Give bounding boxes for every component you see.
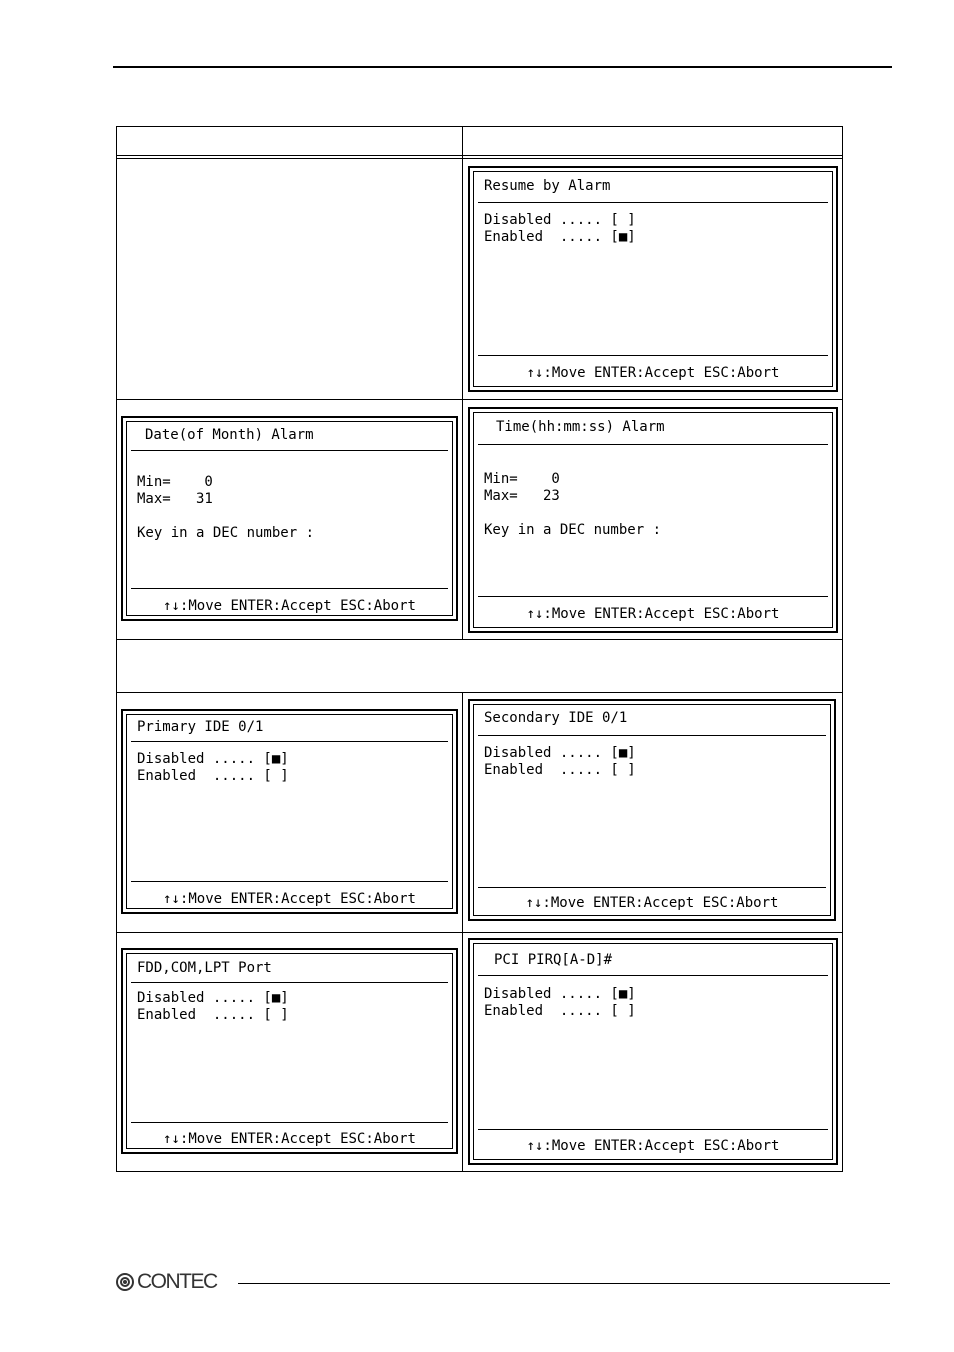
contec-logo-icon <box>116 1273 134 1291</box>
footer-rule <box>238 1283 890 1284</box>
time-alarm-footer: ↑↓:Move ENTER:Accept ESC:Abort <box>526 606 780 622</box>
primary-ide-footer: ↑↓:Move ENTER:Accept ESC:Abort <box>163 891 416 907</box>
date-alarm-panel <box>121 416 458 621</box>
fdd-port-panel <box>121 948 458 1154</box>
header-rule <box>113 66 892 68</box>
time-alarm-panel <box>468 407 838 633</box>
contec-logo <box>116 1271 217 1293</box>
resume-alarm-panel <box>468 166 838 392</box>
fdd-port-options[interactable]: Disabled ..... [■] Enabled ..... [ ] <box>137 990 289 1023</box>
resume-alarm-options[interactable]: Disabled ..... [ ] Enabled ..... [■] <box>484 212 636 245</box>
date-alarm-body[interactable]: Min= 0 Max= 31 Key in a DEC number : <box>137 474 315 541</box>
pci-pirq-footer: ↑↓:Move ENTER:Accept ESC:Abort <box>526 1138 780 1154</box>
time-alarm-body[interactable]: Min= 0 Max= 23 Key in a DEC number : <box>484 471 662 538</box>
pci-pirq-title: PCI PIRQ[A-D]# <box>494 952 613 968</box>
date-alarm-title: Date(of Month) Alarm <box>145 427 314 443</box>
primary-ide-panel <box>121 709 458 914</box>
fdd-port-footer: ↑↓:Move ENTER:Accept ESC:Abort <box>163 1131 416 1147</box>
secondary-ide-title: Secondary IDE 0/1 <box>484 710 628 726</box>
secondary-ide-footer: ↑↓:Move ENTER:Accept ESC:Abort <box>525 895 779 911</box>
date-alarm-footer: ↑↓:Move ENTER:Accept ESC:Abort <box>163 598 416 614</box>
resume-alarm-footer: ↑↓:Move ENTER:Accept ESC:Abort <box>526 365 780 381</box>
fdd-port-title: FDD,COM,LPT Port <box>137 960 272 976</box>
primary-ide-title: Primary IDE 0/1 <box>137 719 264 735</box>
contec-logo-text: CONTEC <box>137 1270 217 1293</box>
pci-pirq-panel <box>468 938 838 1165</box>
primary-ide-options[interactable]: Disabled ..... [■] Enabled ..... [ ] <box>137 751 289 784</box>
secondary-ide-options[interactable]: Disabled ..... [■] Enabled ..... [ ] <box>484 745 636 778</box>
time-alarm-title: Time(hh:mm:ss) Alarm <box>496 419 665 435</box>
secondary-ide-panel <box>468 699 836 921</box>
pci-pirq-options[interactable]: Disabled ..... [■] Enabled ..... [ ] <box>484 986 636 1019</box>
resume-alarm-title: Resume by Alarm <box>484 178 611 194</box>
